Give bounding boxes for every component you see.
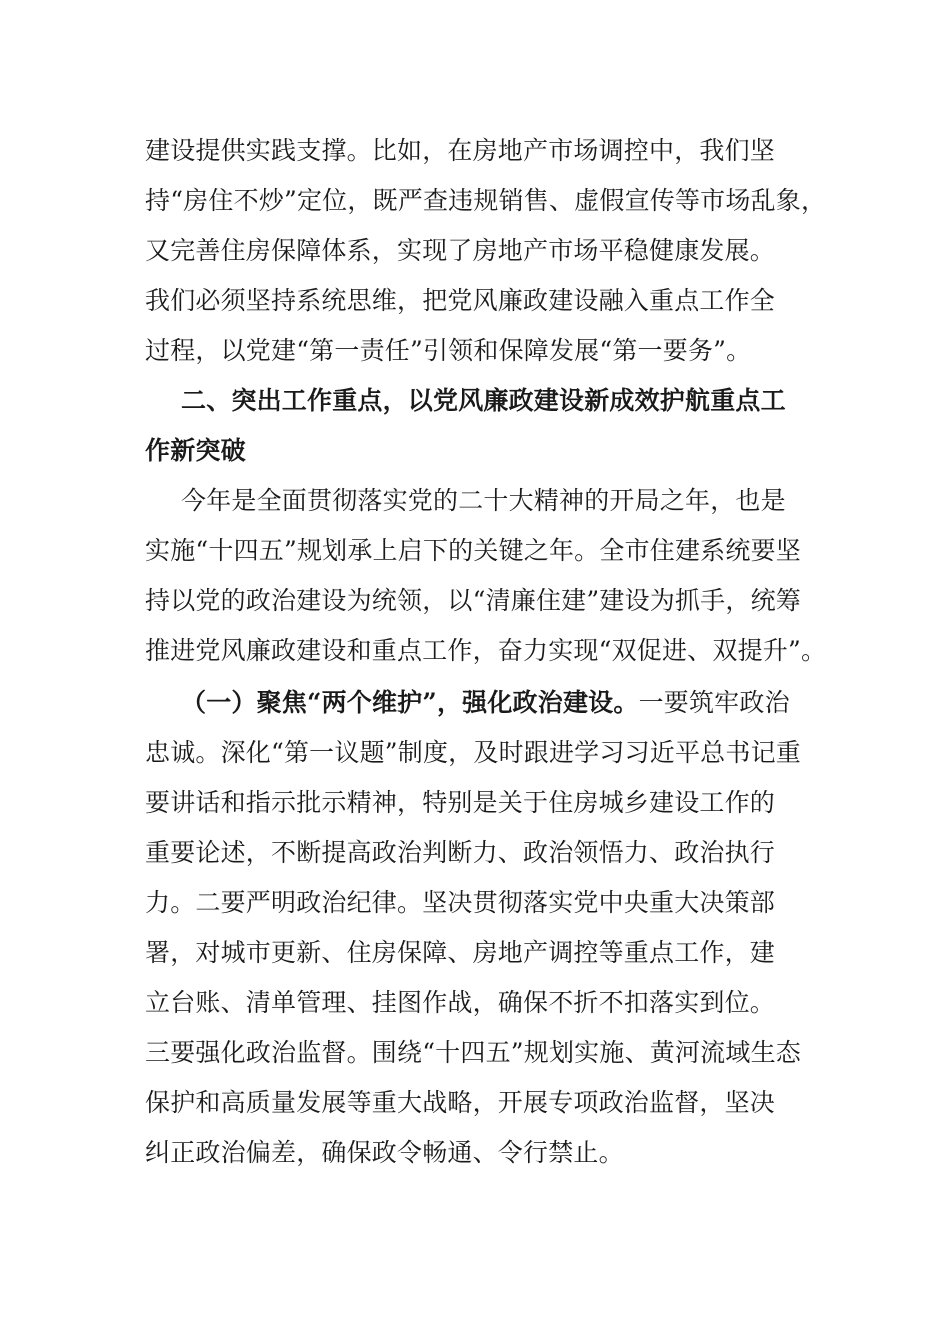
body-line-2: 持“房住不炒”定位，既严查违规销售、虚假宣传等市场乱象，: [145, 186, 827, 215]
subsection-line: [181, 688, 881, 718]
body-line-3: 又完善住房保障体系，实现了房地产市场平稳健康发展。: [145, 236, 776, 265]
body-line-11: 推进党风廉政建设和重点工作，奋力实现“双促进、双提升”。: [145, 636, 827, 665]
body-line-15: 要讲话和指示批示精神，特别是关于住房城乡建设工作的: [145, 788, 776, 817]
body-line-10: 持以党的政治建设为统领，以“清廉住建”建设为抓手，统筹: [145, 586, 801, 615]
body-line-1: 建设提供实践支撑。比如，在房地产市场调控中，我们坚: [145, 136, 776, 165]
body-line-9: 实施“十四五”规划承上启下的关键之年。全市住建系统要坚: [145, 536, 801, 565]
body-line-22: 纠正政治偏差，确保政令畅通、令行禁止。: [145, 1138, 624, 1167]
body-line-4: 我们必须坚持系统思维，把党风廉政建设融入重点工作全: [145, 286, 776, 315]
section-heading-line-2: 作新突破: [145, 436, 246, 465]
body-line-20: 三要强化政治监督。围绕“十四五”规划实施、黄河流域生态: [145, 1038, 801, 1067]
subsection-heading: （一）聚焦“两个维护”，强化政治建设。: [181, 688, 639, 717]
body-line-19: 立台账、清单管理、挂图作战，确保不折不扣落实到位。: [145, 988, 776, 1017]
section-heading-line-1: 二、突出工作重点，以党风廉政建设新成效护航重点工: [181, 386, 786, 415]
subsection-lead-text: 一要筑牢政治: [638, 688, 790, 717]
body-line-18: 署，对城市更新、住房保障、房地产调控等重点工作，建: [145, 938, 776, 967]
body-line-17: 力。二要严明政治纪律。坚决贯彻落实党中央重大决策部: [145, 888, 776, 917]
body-line-8: 今年是全面贯彻落实党的二十大精神的开局之年，也是: [181, 486, 786, 515]
body-line-21: 保护和高质量发展等重大战略，开展专项政治监督，坚决: [145, 1088, 776, 1117]
body-line-5: 过程，以党建“第一责任”引领和保障发展“第一要务”。: [145, 336, 752, 365]
body-line-16: 重要论述，不断提高政治判断力、政治领悟力、政治执行: [145, 838, 776, 867]
body-line-14: 忠诚。深化“第一议题”制度，及时跟进学习习近平总书记重: [145, 738, 801, 767]
